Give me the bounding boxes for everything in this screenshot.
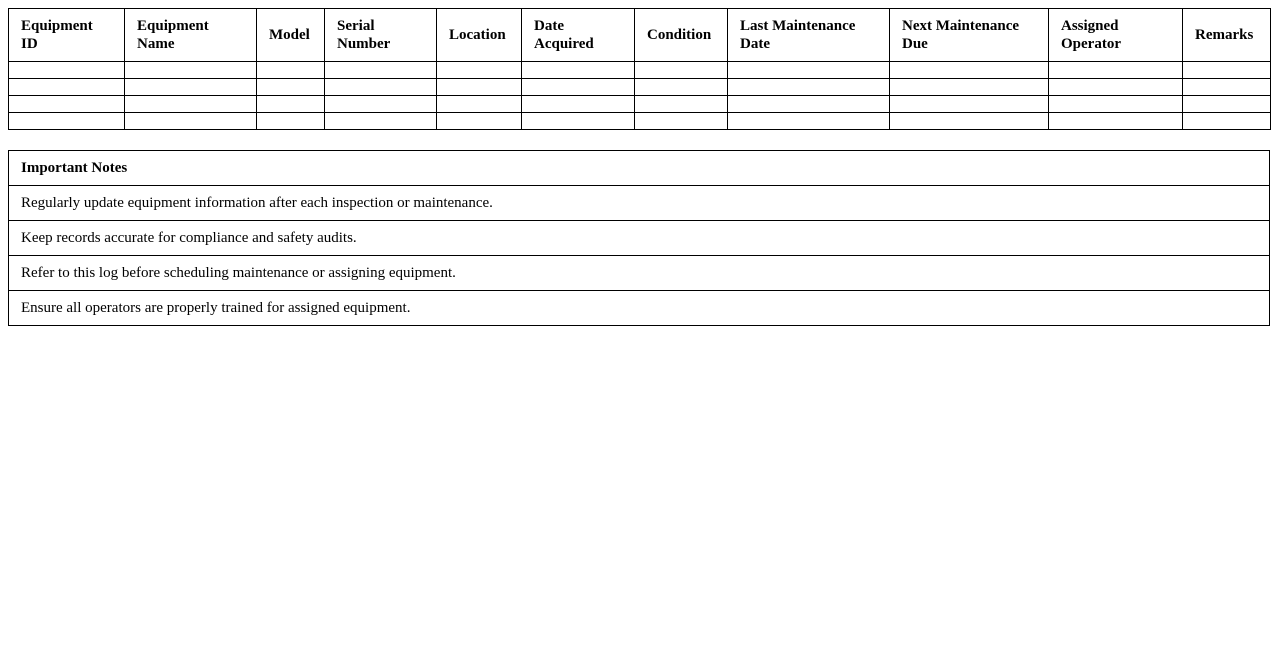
column-header-date-acquired: Date Acquired: [522, 9, 635, 62]
table-cell[interactable]: [1183, 113, 1271, 130]
column-header-last-maintenance-date: Last Maintenance Date: [728, 9, 890, 62]
column-header-equipment-id: Equipment ID: [9, 9, 125, 62]
table-cell[interactable]: [1183, 79, 1271, 96]
table-cell[interactable]: [325, 113, 437, 130]
table-cell[interactable]: [437, 113, 522, 130]
note-item: Refer to this log before scheduling maintenance or assigning equipment.: [9, 256, 1270, 291]
table-cell[interactable]: [257, 113, 325, 130]
table-cell[interactable]: [257, 96, 325, 113]
important-notes-table: [8, 150, 1270, 326]
table-cell[interactable]: [9, 96, 125, 113]
table-cell[interactable]: [9, 79, 125, 96]
note-item: Regularly update equipment information after each inspection or maintenance.: [9, 186, 1270, 221]
table-cell[interactable]: [635, 96, 728, 113]
notes-header-row: [9, 151, 1270, 186]
table-cell[interactable]: [522, 62, 635, 79]
notes-title: Important Notes: [9, 151, 1270, 186]
table-cell[interactable]: [325, 62, 437, 79]
column-header-model: Model: [257, 9, 325, 62]
table-cell[interactable]: [522, 113, 635, 130]
table-cell[interactable]: [635, 113, 728, 130]
table-cell[interactable]: [437, 62, 522, 79]
table-cell[interactable]: [125, 113, 257, 130]
table-cell[interactable]: [1049, 62, 1183, 79]
column-header-condition: Condition: [635, 9, 728, 62]
table-cell[interactable]: [728, 62, 890, 79]
table-cell[interactable]: [325, 79, 437, 96]
table-row: [9, 96, 1271, 113]
table-cell[interactable]: [125, 96, 257, 113]
table-cell[interactable]: [9, 113, 125, 130]
table-cell[interactable]: [890, 96, 1049, 113]
table-cell[interactable]: [522, 96, 635, 113]
column-header-next-maintenance-due: Next Maintenance Due: [890, 9, 1049, 62]
table-cell[interactable]: [1049, 113, 1183, 130]
table-cell[interactable]: [125, 62, 257, 79]
note-item: Ensure all operators are properly trained for assigned equipment.: [9, 291, 1270, 326]
table-cell[interactable]: [437, 79, 522, 96]
column-header-location: Location: [437, 9, 522, 62]
table-cell[interactable]: [257, 62, 325, 79]
table-row: [9, 113, 1271, 130]
table-row: [9, 62, 1271, 79]
note-item: Keep records accurate for compliance and safety audits.: [9, 221, 1270, 256]
table-cell[interactable]: [437, 96, 522, 113]
note-row: [9, 221, 1270, 256]
table-cell[interactable]: [1049, 79, 1183, 96]
table-cell[interactable]: [522, 79, 635, 96]
table-cell[interactable]: [1183, 62, 1271, 79]
note-row: [9, 256, 1270, 291]
table-cell[interactable]: [635, 79, 728, 96]
table-cell[interactable]: [890, 79, 1049, 96]
note-row: [9, 186, 1270, 221]
column-header-serial-number: Serial Number: [325, 9, 437, 62]
column-header-remarks: Remarks: [1183, 9, 1271, 62]
table-cell[interactable]: [325, 96, 437, 113]
document-page: [8, 8, 1270, 326]
table-cell[interactable]: [890, 113, 1049, 130]
table-header-row: [9, 9, 1271, 62]
column-header-assigned-operator: Assigned Operator: [1049, 9, 1183, 62]
note-row: [9, 291, 1270, 326]
table-cell[interactable]: [890, 62, 1049, 79]
table-cell[interactable]: [1183, 96, 1271, 113]
table-cell[interactable]: [728, 79, 890, 96]
table-cell[interactable]: [728, 113, 890, 130]
table-cell[interactable]: [9, 62, 125, 79]
table-cell[interactable]: [1049, 96, 1183, 113]
table-row: [9, 79, 1271, 96]
table-cell[interactable]: [635, 62, 728, 79]
table-cell[interactable]: [257, 79, 325, 96]
equipment-log-table: [8, 8, 1271, 130]
column-header-equipment-name: Equipment Name: [125, 9, 257, 62]
table-cell[interactable]: [728, 96, 890, 113]
table-cell[interactable]: [125, 79, 257, 96]
